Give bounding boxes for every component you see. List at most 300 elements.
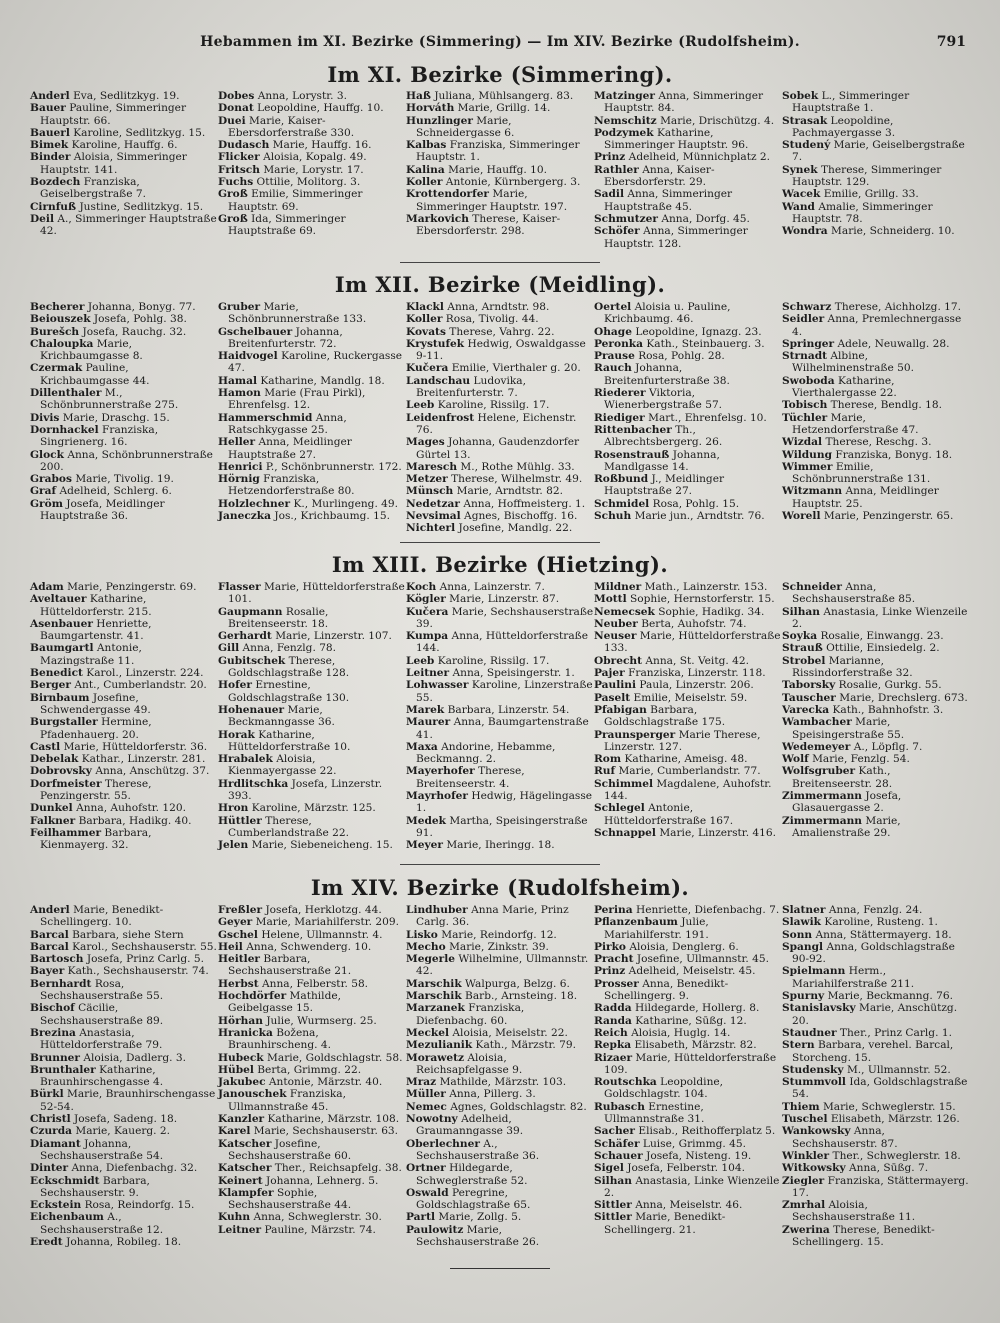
entry-surname: Megerle: [406, 953, 455, 966]
entry-details: Mathilde, Märzstr. 103.: [439, 1076, 567, 1089]
directory-entry: [594, 510, 782, 522]
entry-details: Leopoldine, Pachmayergasse 3.: [792, 114, 896, 139]
directory-entry: [30, 176, 218, 201]
directory-entry: [406, 1187, 594, 1212]
directory-entry: [218, 679, 406, 704]
entry-surname: Henrici: [218, 460, 263, 473]
directory-entry: [594, 916, 782, 941]
entry-surname: Wand: [782, 200, 815, 213]
entry-details: Katharine, Mandlg. 18.: [260, 374, 385, 387]
entry-details: Therese, Benedikt-Schellingerg. 15.: [792, 1223, 935, 1249]
entry-surname: Prinz: [594, 151, 626, 164]
directory-entry: [406, 1002, 594, 1027]
entry-surname: Hunzlinger: [406, 114, 473, 127]
entry-details: Josefa, Linzerstr. 393.: [228, 777, 383, 803]
entry-surname: Groß: [218, 212, 248, 225]
directory-entry: [218, 301, 406, 326]
entry-details: Josefine, Sechshauserstraße 60.: [228, 1137, 352, 1162]
entry-details: Karoline, Ruckergasse 47.: [228, 350, 403, 375]
entry-details: Karoline, Linzerstraße 55.: [416, 679, 593, 704]
entry-surname: Leitner: [218, 1223, 262, 1236]
directory-entry: [30, 765, 218, 777]
entry-surname: Schneider: [782, 581, 842, 593]
entry-surname: Lindhuber: [406, 904, 468, 916]
directory-entry: [406, 90, 594, 102]
entry-details: Marie, Hütteldorferstraße 109.: [604, 1051, 777, 1076]
entry-details: Anna, Sechshauserstr. 87.: [792, 1125, 898, 1150]
entry-surname: Hochdörfer: [218, 990, 287, 1003]
entry-surname: Hammerschmid: [218, 411, 313, 424]
entry-details: Hildegarde, Hollerg. 8.: [634, 1002, 760, 1015]
entry-surname: Wizdal: [782, 436, 823, 449]
directory-entry: [782, 485, 970, 510]
entry-surname: Wolfsgruber: [782, 765, 856, 778]
entry-details: Josefa, Herklotzg. 44.: [265, 904, 382, 916]
entry-details: Berta, Auhofstr. 74.: [641, 617, 747, 630]
entry-surname: Dobrovsky: [30, 765, 92, 778]
entry-surname: Landschau: [406, 374, 471, 387]
directory-entry: [218, 1088, 406, 1113]
directory-entry: [30, 1125, 218, 1137]
directory-column: [782, 904, 970, 1248]
entry-details: Anna, Ratschkygasse 25.: [228, 411, 347, 436]
entry-details: Katharine, Simmeringer Hauptstr. 96.: [604, 126, 749, 152]
entry-details: Aloisia, Dadlerg. 3.: [83, 1051, 186, 1064]
entry-surname: Marschik: [406, 977, 462, 990]
entry-details: Hermine, Pfadenhauerg. 20.: [40, 716, 152, 741]
directory-entry: [406, 679, 594, 704]
entry-surname: Becherer: [30, 301, 85, 313]
directory-entry: [406, 1113, 594, 1138]
directory-entry: [594, 449, 782, 474]
entry-details: Ernestine, Ullmannstraße 31.: [604, 1100, 705, 1126]
entry-surname: Klackl: [406, 301, 444, 313]
directory-entry: [406, 213, 594, 238]
entry-details: Marie, Geiselbergstraße 7.: [792, 139, 965, 164]
entry-details: A., Sechshauserstraße 12.: [40, 1211, 164, 1236]
entry-surname: Rauch: [594, 362, 632, 375]
entry-details: Karoline, Hauffg. 6.: [71, 139, 178, 152]
entry-details: Peregrine, Goldschlagstraße 65.: [416, 1186, 531, 1212]
entry-surname: Kučera: [406, 362, 449, 375]
entry-details: Viktoria, Wienerbergstraße 57.: [604, 387, 723, 412]
directory-entry: [406, 461, 594, 473]
directory-entry: [594, 618, 782, 630]
entry-details: Emilie, Vierthaler g. 20.: [451, 362, 581, 375]
entry-details: Katharine, Hütteldorferstr. 215.: [40, 593, 152, 618]
directory-entry: [30, 90, 218, 102]
entry-surname: Hranicka: [218, 1026, 273, 1039]
directory-entry: [782, 815, 970, 840]
entry-details: Marie, Schneiderg. 10.: [831, 225, 955, 238]
entry-surname: Schnappel: [594, 826, 656, 839]
entry-details: Marie, Penzingerstr. 65.: [823, 510, 954, 523]
entry-surname: Glock: [30, 448, 64, 461]
entry-details: Aloisia, Kienmayergasse 22.: [228, 753, 337, 778]
entry-surname: Rizaer: [594, 1051, 633, 1064]
entry-details: Božena, Braunhirscheng. 4.: [228, 1026, 331, 1052]
entry-surname: Krystufek: [406, 337, 465, 350]
entry-details: Marie, Hütteldorferstr. 36.: [63, 740, 208, 753]
entry-details: Marie, Drechslerg. 673.: [839, 691, 968, 704]
entry-details: Th., Albrechtsbergerg. 26.: [604, 423, 723, 449]
directory-entry: [594, 679, 782, 691]
directory-entry: [594, 692, 782, 704]
directory-entry: [30, 581, 218, 593]
directory-entry: [218, 802, 406, 814]
entry-details: Barbara, Kienmayerg. 32.: [40, 826, 152, 852]
directory-entry: [218, 387, 406, 412]
entry-details: Marie, Simmeringer Hauptstr. 197.: [416, 188, 568, 213]
entry-surname: Eredt: [30, 1236, 63, 1249]
directory-column: [782, 581, 970, 852]
entry-surname: Nemschitz: [594, 114, 657, 127]
entry-surname: Tauscher: [782, 691, 836, 704]
directory-entry: [406, 1211, 594, 1223]
entry-details: Luise, Grimmg. 45.: [642, 1137, 746, 1150]
entry-surname: Dobes: [218, 90, 255, 102]
directory-entry: [594, 753, 782, 765]
directory-entry: [782, 510, 970, 522]
entry-details: Marie, Schneidergasse 6.: [416, 114, 515, 139]
directory-entry: [406, 436, 594, 461]
directory-entry: [406, 498, 594, 510]
end-rule: [450, 1268, 550, 1269]
directory-entry: [594, 90, 782, 115]
entry-surname: Gschelbauer: [218, 325, 293, 338]
entry-surname: Müller: [406, 1088, 446, 1101]
directory-entry: [30, 301, 218, 313]
entry-details: Eva, Sedlitzkyg. 19.: [73, 90, 180, 102]
entry-surname: Hüttler: [218, 814, 262, 827]
directory-entry: [406, 176, 594, 188]
directory-entry: [406, 1101, 594, 1113]
directory-entry: [782, 461, 970, 486]
directory-entry: [782, 581, 970, 606]
entry-details: Anna, Simmeringer Hauptstr. 128.: [604, 225, 748, 250]
directory-entry: [594, 1039, 782, 1051]
entry-surname: Rathler: [594, 163, 639, 176]
entry-details: Karol., Linzerstr. 224.: [86, 667, 204, 680]
entry-surname: Wildung: [782, 448, 832, 461]
entry-surname: Riederer: [594, 387, 646, 400]
entry-details: J., Meidlinger Hauptstraße 27.: [604, 473, 725, 498]
entry-surname: Sittler: [594, 1199, 632, 1212]
entry-details: Josefa, Sadeng. 18.: [74, 1113, 178, 1126]
entry-surname: Horak: [218, 728, 255, 741]
entry-surname: Leitner: [406, 667, 450, 680]
entry-details: Franziska, Ullmannstraße 45.: [228, 1088, 346, 1113]
directory-entry: [218, 904, 406, 916]
directory-entry: [218, 1138, 406, 1163]
entry-surname: Mraz: [406, 1076, 437, 1089]
entry-details: Hedwig, Hägelingasse 1.: [416, 790, 593, 815]
directory-entry: [782, 904, 970, 916]
directory-entry: [782, 164, 970, 189]
entry-surname: Beiouszek: [30, 313, 91, 326]
entry-details: Therese, Reschg. 3.: [825, 436, 932, 449]
entry-details: Leopoldine, Ignazg. 23.: [635, 325, 762, 338]
entry-surname: Tobisch: [782, 399, 828, 412]
entry-details: Anna, Hütteldorferstraße 144.: [416, 630, 589, 655]
directory-entry: [218, 941, 406, 953]
entry-surname: Metzer: [406, 473, 448, 486]
directory-entry: [406, 765, 594, 790]
entry-details: Agnes, Goldschlagstr. 82.: [450, 1100, 587, 1113]
entry-surname: Janouschek: [218, 1088, 287, 1101]
directory-entry: [30, 593, 218, 618]
entry-surname: Strnadt: [782, 350, 827, 363]
entry-details: Karoline, Sedlitzkyg. 15.: [73, 126, 206, 139]
entry-surname: Anderl: [30, 904, 70, 916]
directory-entry: [406, 102, 594, 114]
entry-details: Aloisia, Huglg. 14.: [631, 1026, 731, 1039]
directory-entry: [218, 815, 406, 840]
entry-surname: Dornhackel: [30, 423, 99, 436]
entry-surname: Marzanek: [406, 1002, 465, 1015]
directory-entry: [594, 1211, 782, 1236]
directory-entry: [30, 127, 218, 139]
entry-surname: Oswald: [406, 1186, 449, 1199]
directory-entry: [406, 115, 594, 140]
entry-surname: Dillenthaler: [30, 387, 102, 400]
entry-surname: Hübel: [218, 1063, 254, 1076]
directory-entry: [594, 424, 782, 449]
directory-entry: [406, 326, 594, 338]
directory-entry: [782, 1199, 970, 1224]
entry-surname: Wedemeyer: [782, 740, 851, 753]
entry-surname: Seidler: [782, 313, 825, 326]
entry-surname: Nedetzar: [406, 497, 460, 510]
directory-entry: [594, 338, 782, 350]
entry-details: Franziska, Linzerstr. 118.: [628, 667, 766, 680]
directory-entry: [30, 498, 218, 523]
directory-entry: [782, 1150, 970, 1162]
entry-surname: Mildner: [594, 581, 642, 593]
directory-entry: [782, 90, 970, 115]
entry-details: Marie, Sechshauserstraße 26.: [416, 1223, 540, 1249]
entry-surname: Schmutzer: [594, 212, 658, 225]
entry-surname: Leidenfrost: [406, 411, 475, 424]
directory-entry: [782, 1002, 970, 1027]
entry-surname: Mages: [406, 436, 445, 449]
directory-column: [30, 301, 218, 535]
entry-surname: Wondra: [782, 225, 828, 238]
directory-entry: [406, 510, 594, 522]
entry-details: Ludovika, Breitenfurterstr. 7.: [416, 374, 526, 400]
entry-details: Josefa, Rauchg. 32.: [82, 325, 187, 338]
entry-details: Marie, Hütteldorferstraße 133.: [604, 630, 781, 655]
directory-entry: [218, 916, 406, 928]
directory-entry: [30, 741, 218, 753]
directory-entry: [218, 1211, 406, 1223]
entry-surname: Deil: [30, 212, 54, 225]
directory-column: [594, 581, 782, 852]
directory-entry: [218, 704, 406, 729]
entry-surname: Janeczka: [218, 510, 271, 523]
entry-details: Josefa, Glasauergasse 2.: [792, 790, 902, 815]
directory-entry: [30, 412, 218, 424]
entry-details: Marie, Linzerstr. 87.: [449, 593, 560, 606]
entry-surname: Morawetz: [406, 1051, 465, 1064]
entry-surname: Kögler: [406, 593, 446, 606]
entry-details: Marie, Draschg. 15.: [62, 411, 170, 424]
directory-entry: [218, 164, 406, 176]
directory-entry: [218, 139, 406, 151]
entry-surname: Springer: [782, 337, 835, 350]
directory-entry: [30, 965, 218, 977]
entry-surname: Praunsperger: [594, 728, 676, 741]
entry-surname: Meckel: [406, 1026, 450, 1039]
directory-entry: [30, 941, 218, 953]
entry-details: Marie, Sechshauserstraße 39.: [416, 605, 594, 630]
entry-surname: Gaupmann: [218, 605, 283, 618]
entry-surname: Paulini: [594, 679, 637, 692]
directory-entry: [406, 1039, 594, 1051]
section-divider: [400, 262, 600, 263]
section-title-xiii: Im XIII. Bezirke (Hietzing).: [331, 552, 669, 577]
directory-entry: [218, 151, 406, 163]
entry-surname: Lisko: [406, 928, 438, 941]
directory-entry: [30, 1002, 218, 1027]
entry-surname: Koller: [406, 176, 443, 189]
entry-details: Barbara, siehe Stern: [72, 928, 184, 941]
directory-entry: [782, 679, 970, 691]
directory-entry: [594, 115, 782, 127]
entry-surname: Varecka: [782, 703, 830, 716]
directory-column: [218, 90, 406, 250]
directory-entry: [30, 978, 218, 1003]
entry-details: Anna, Felberstr. 58.: [261, 977, 369, 990]
entry-details: Kath., Märzstr. 79.: [475, 1039, 576, 1052]
section-columns-xiv: [30, 904, 972, 1248]
entry-details: Marie, Lorystr. 17.: [263, 163, 364, 176]
directory-entry: [594, 127, 782, 152]
entry-surname: Klampfer: [218, 1186, 274, 1199]
directory-column: [594, 90, 782, 250]
entry-details: Katharine, Ameisg. 48.: [624, 753, 748, 766]
entry-details: Franziska, Hetzendorferstraße 80.: [228, 473, 355, 498]
entry-details: Kath., Steinbauerg. 3.: [646, 337, 765, 350]
entry-details: Elisabeth, Märzstr. 126.: [830, 1113, 960, 1126]
directory-entry: [218, 1187, 406, 1212]
entry-details: Rosa, Pohlg. 15.: [652, 497, 740, 510]
directory-entry: [594, 827, 782, 839]
running-title: Hebammen im XI. Bezirke (Simmering) — Im XIV. Bezirke (Rudolfsheim).: [200, 34, 800, 50]
directory-entry: [30, 139, 218, 151]
entry-details: A., Simmeringer Hauptstraße 42.: [40, 212, 217, 238]
directory-entry: [594, 350, 782, 362]
directory-entry: [406, 741, 594, 766]
entry-details: Anna, Stättermayerg. 18.: [815, 928, 952, 941]
entry-surname: Fuchs: [218, 176, 254, 189]
entry-details: Henriette, Baumgartenstr. 41.: [40, 617, 152, 643]
entry-surname: Schäfer: [594, 1137, 640, 1150]
entry-details: Barbara, verehel. Barcal, Storcheng. 15.: [792, 1039, 954, 1064]
entry-details: Franziska, Geiselbergstraße 7.: [40, 176, 147, 201]
entry-details: Adelheid, Schlerg. 6.: [59, 485, 172, 498]
entry-surname: Paulowitz: [406, 1223, 464, 1236]
directory-entry: [406, 485, 594, 497]
entry-surname: Neuber: [594, 617, 638, 630]
entry-surname: Strobel: [782, 654, 826, 667]
directory-entry: [782, 225, 970, 237]
entry-surname: Kovats: [406, 325, 446, 338]
directory-entry: [30, 1088, 218, 1113]
directory-entry: [218, 326, 406, 351]
entry-details: Anna, Auhofstr. 120.: [76, 802, 186, 815]
directory-entry: [218, 375, 406, 387]
directory-entry: [218, 1162, 406, 1174]
directory-entry: [406, 164, 594, 176]
directory-entry: [30, 338, 218, 363]
directory-entry: [782, 350, 970, 375]
entry-surname: Taborsky: [782, 679, 836, 692]
entry-surname: Keinert: [218, 1174, 263, 1187]
entry-details: Marie, Amalienstraße 29.: [792, 814, 901, 839]
entry-details: Johanna, Breitenfurterstr. 72.: [228, 325, 343, 350]
entry-surname: Maresch: [406, 460, 458, 473]
entry-surname: Bayer: [30, 965, 65, 978]
entry-details: Karol., Sechshauserstr. 55.: [72, 940, 217, 953]
entry-details: Sophie, Hernstorferstr. 15.: [629, 593, 775, 606]
entry-details: Therese, Aichholzg. 17.: [834, 301, 962, 313]
entry-details: Marianne, Rissindorferstraße 32.: [792, 654, 913, 680]
entry-surname: Chaloupka: [30, 337, 94, 350]
entry-surname: Silhan: [594, 1174, 632, 1187]
entry-details: Berta, Grimmg. 22.: [257, 1063, 362, 1076]
entry-surname: Groß: [218, 188, 248, 201]
entry-details: Julie, Wurmserg. 25.: [266, 1014, 377, 1027]
entry-surname: Hrabalek: [218, 753, 273, 766]
directory-entry: [594, 151, 782, 163]
entry-surname: Binder: [30, 151, 71, 164]
directory-entry: [782, 313, 970, 338]
entry-details: Marie, Hauffg. 16.: [272, 139, 372, 152]
entry-surname: Eichenbaum: [30, 1211, 104, 1224]
directory-entry: [218, 213, 406, 238]
directory-entry: [218, 498, 406, 510]
entry-surname: Hron: [218, 802, 249, 815]
entry-details: Marie, Schönbrunnerstraße 133.: [228, 301, 367, 326]
entry-details: Marie, Kauerg. 2.: [75, 1125, 171, 1138]
entry-details: Rosa, Tivolig. 44.: [445, 313, 539, 326]
entry-details: Rosa, Reindorfg. 15.: [84, 1199, 195, 1212]
entry-details: Rosalie, Einwangg. 23.: [820, 630, 944, 643]
entry-details: Franziska, Simmeringer Hauptstr. 1.: [416, 139, 580, 164]
directory-entry: [218, 581, 406, 606]
directory-entry: [406, 375, 594, 400]
entry-details: Anna, Simmeringer Hauptstraße 45.: [604, 188, 733, 213]
entry-surname: Spangl: [782, 940, 824, 953]
directory-entry: [30, 827, 218, 852]
entry-surname: Duei: [218, 114, 246, 127]
entry-details: Johanna, Robileg. 18.: [66, 1236, 182, 1249]
entry-details: Johanna, Lehnerg. 5.: [266, 1174, 379, 1187]
directory-entry: [594, 387, 782, 412]
entry-details: Franziska, Singrienerg. 16.: [40, 423, 159, 449]
entry-surname: Hohenauer: [218, 703, 285, 716]
entry-surname: Schimmel: [594, 777, 654, 790]
entry-surname: Matzinger: [594, 90, 655, 102]
entry-surname: Horváth: [406, 102, 455, 115]
directory-entry: [30, 1199, 218, 1211]
entry-details: Ida, Goldschlagstraße 54.: [792, 1076, 968, 1101]
entry-details: Anna, Baumgartenstraße 41.: [416, 716, 589, 741]
directory-entry: [406, 313, 594, 325]
directory-entry: [30, 424, 218, 449]
directory-column: [218, 581, 406, 852]
